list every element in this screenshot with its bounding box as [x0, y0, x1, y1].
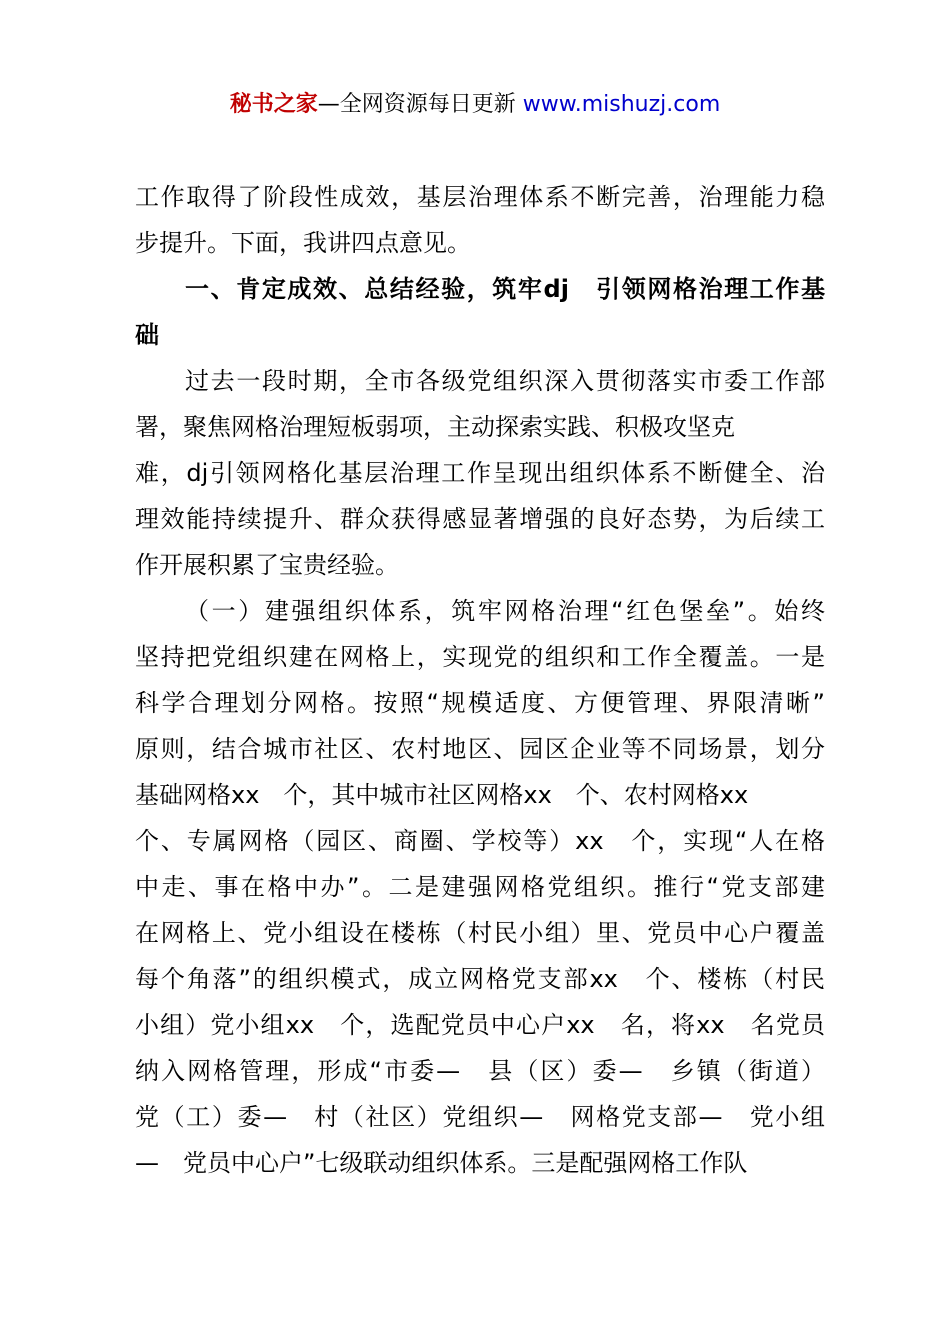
text-line: 工作取得了阶段性成效，基层治理体系不断完善，治理能力稳 — [135, 183, 825, 211]
text-line: 步提升。下面，我讲四点意见。 — [135, 229, 471, 257]
text-line: 理效能持续提升、群众获得感显著增强的良好态势，为后续工 — [135, 505, 825, 533]
section-heading — [135, 266, 825, 358]
text-line: 每个角落”的组织模式，成立网格党支部xx 个、楼栋（村民 — [135, 965, 825, 993]
text-line: 小组）党小组xx 个，选配党员中心户xx 名，将xx 名党员 — [135, 1011, 825, 1039]
text-line: — 党员中心户”七级联动组织体系。三是配强网格工作队 — [135, 1149, 748, 1177]
heading-line: 一、肯定成效、总结经验，筑牢dj 引领网格治理工作基 — [185, 275, 825, 303]
paragraph-overview — [135, 358, 825, 588]
text-line: 基础网格xx 个，其中城市社区网格xx 个、农村网格xx — [135, 781, 749, 809]
text-line: 过去一段时期，全市各级党组织深入贯彻落实市委工作部 — [185, 367, 825, 395]
document-body — [135, 174, 825, 1186]
heading-line: 础 — [135, 321, 159, 349]
text-line: 中走、事在格中办”。二是建强网格党组织。推行“党支部建 — [135, 873, 825, 901]
site-url-link[interactable]: www.mishuzj.com — [522, 92, 721, 117]
text-line: 坚持把党组织建在网格上，实现党的组织和工作全覆盖。一是 — [135, 643, 825, 671]
text-line: 署，聚焦网格治理短板弱项，主动探索实践、积极攻坚克 — [135, 413, 735, 441]
brand-name: 秘书之家 — [229, 92, 318, 117]
paragraph-intro — [135, 174, 825, 266]
page-header — [0, 88, 950, 122]
text-line: 纳入网格管理，形成“市委— 县（区）委— 乡镇（街道） — [135, 1057, 825, 1085]
text-line: 原则，结合城市社区、农村地区、园区企业等不同场景，划分 — [135, 735, 825, 763]
header-tagline: —全网资源每日更新 — [317, 92, 523, 117]
text-line: 党（工）委— 村（社区）党组织— 网格党支部— 党小组 — [135, 1103, 825, 1131]
text-line: 作开展积累了宝贵经验。 — [135, 551, 399, 579]
text-line: 科学合理划分网格。按照“规模适度、方便管理、界限清晰” — [135, 689, 825, 717]
paragraph-organization — [135, 588, 825, 1186]
text-line: 在网格上、党小组设在楼栋（村民小组）里、党员中心户覆盖 — [135, 919, 825, 947]
text-line: 个、专属网格（园区、商圈、学校等）xx 个，实现“人在格 — [135, 827, 825, 855]
text-line: 难，dj引领网格化基层治理工作呈现出组织体系不断健全、治 — [135, 459, 825, 487]
text-line: （一）建强组织体系，筑牢网格治理“红色堡垒”。始终 — [185, 597, 825, 625]
